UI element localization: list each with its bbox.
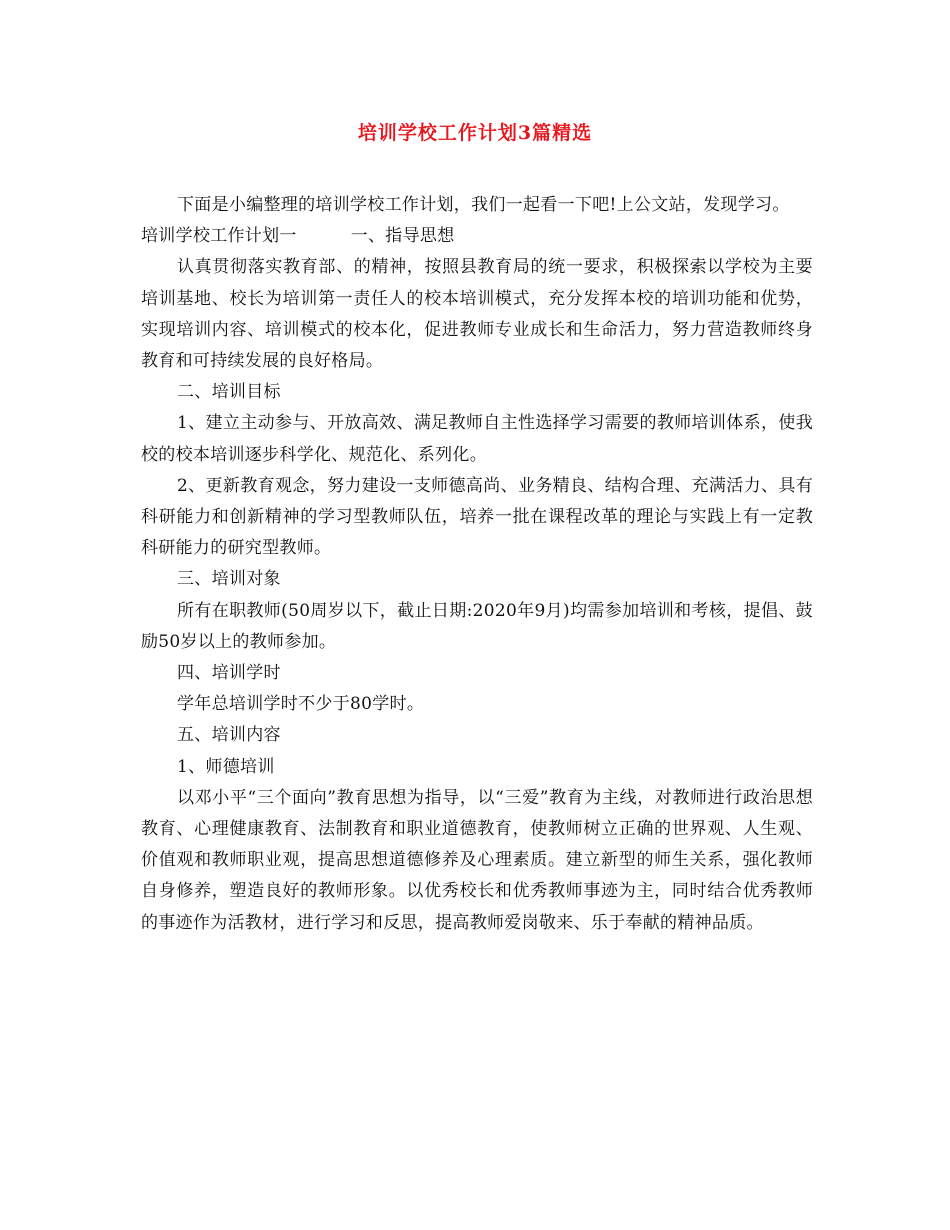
document-body (141, 190, 813, 939)
section4-body: 学年总培训学时不少于80学时。 (177, 694, 425, 715)
plan-heading-row (141, 221, 813, 252)
section2-item1: 1、建立主动参与、开放高效、满足教师自主性选择学习需要的教师培训体系，使我校的校本培训逐步科学化、规范化、系列化。 (141, 413, 813, 465)
section1-body: 认真贯彻落实教育部、的精神，按照县教育局的统一要求，积极探索以学校为主要培训基地、校长为培训第一责任人的校本培训模式，充分发挥本校的培训功能和优势，实现培训内容、培训模式的校本化，促进教师专业成长和生命活力，努力营造教师终身教育和可持续发展的良好格局。 (141, 257, 813, 372)
section3-body: 所有在职教师(50周岁以下，截止日期:2020年9月)均需参加培训和考核，提倡、鼓励50岁以上的教师参加。 (141, 600, 813, 652)
section5-sub1-heading: 1、师德培训 (177, 756, 275, 777)
section1-heading: 一、指导思想 (350, 226, 455, 247)
section5-heading: 五、培训内容 (177, 725, 281, 746)
section2-item2: 2、更新教育观念，努力建设一支师德高尚、业务精良、结构合理、充满活力、具有科研能力和创新精神的学习型教师队伍，培养一批在课程改革的理论与实践上有一定教科研能力的研究型教师。 (141, 475, 813, 559)
section4-heading: 四、培训学时 (177, 663, 281, 684)
intro-paragraph: 下面是小编整理的培训学校工作计划，我们一起看一下吧!上公文站，发现学习。 (177, 195, 790, 215)
section3-heading: 三、培训对象 (177, 569, 281, 590)
section2-heading: 二、培训目标 (177, 382, 281, 403)
document-title: 培训学校工作计划3篇精选 (357, 122, 593, 144)
plan1-label: 培训学校工作计划一 (141, 226, 297, 247)
section5-sub1-body: 以邓小平“三个面向”教育思想为指导，以“三爱”教育为主线，对教师进行政治思想教育、心理健康教育、法制教育和职业道德教育，使教师树立正确的世界观、人生观、价值观和教师职业观，提高思想道德修养及心理素质。建立新型的师生关系，强化教师自身修养，塑造良好的教师形象。以优秀校长和优秀教师事迹为主，同时结合优秀教师的事迹作为活教材，进行学习和反思，提高教师爱岗敬来、乐于奉献的精神品质。 (141, 787, 813, 933)
